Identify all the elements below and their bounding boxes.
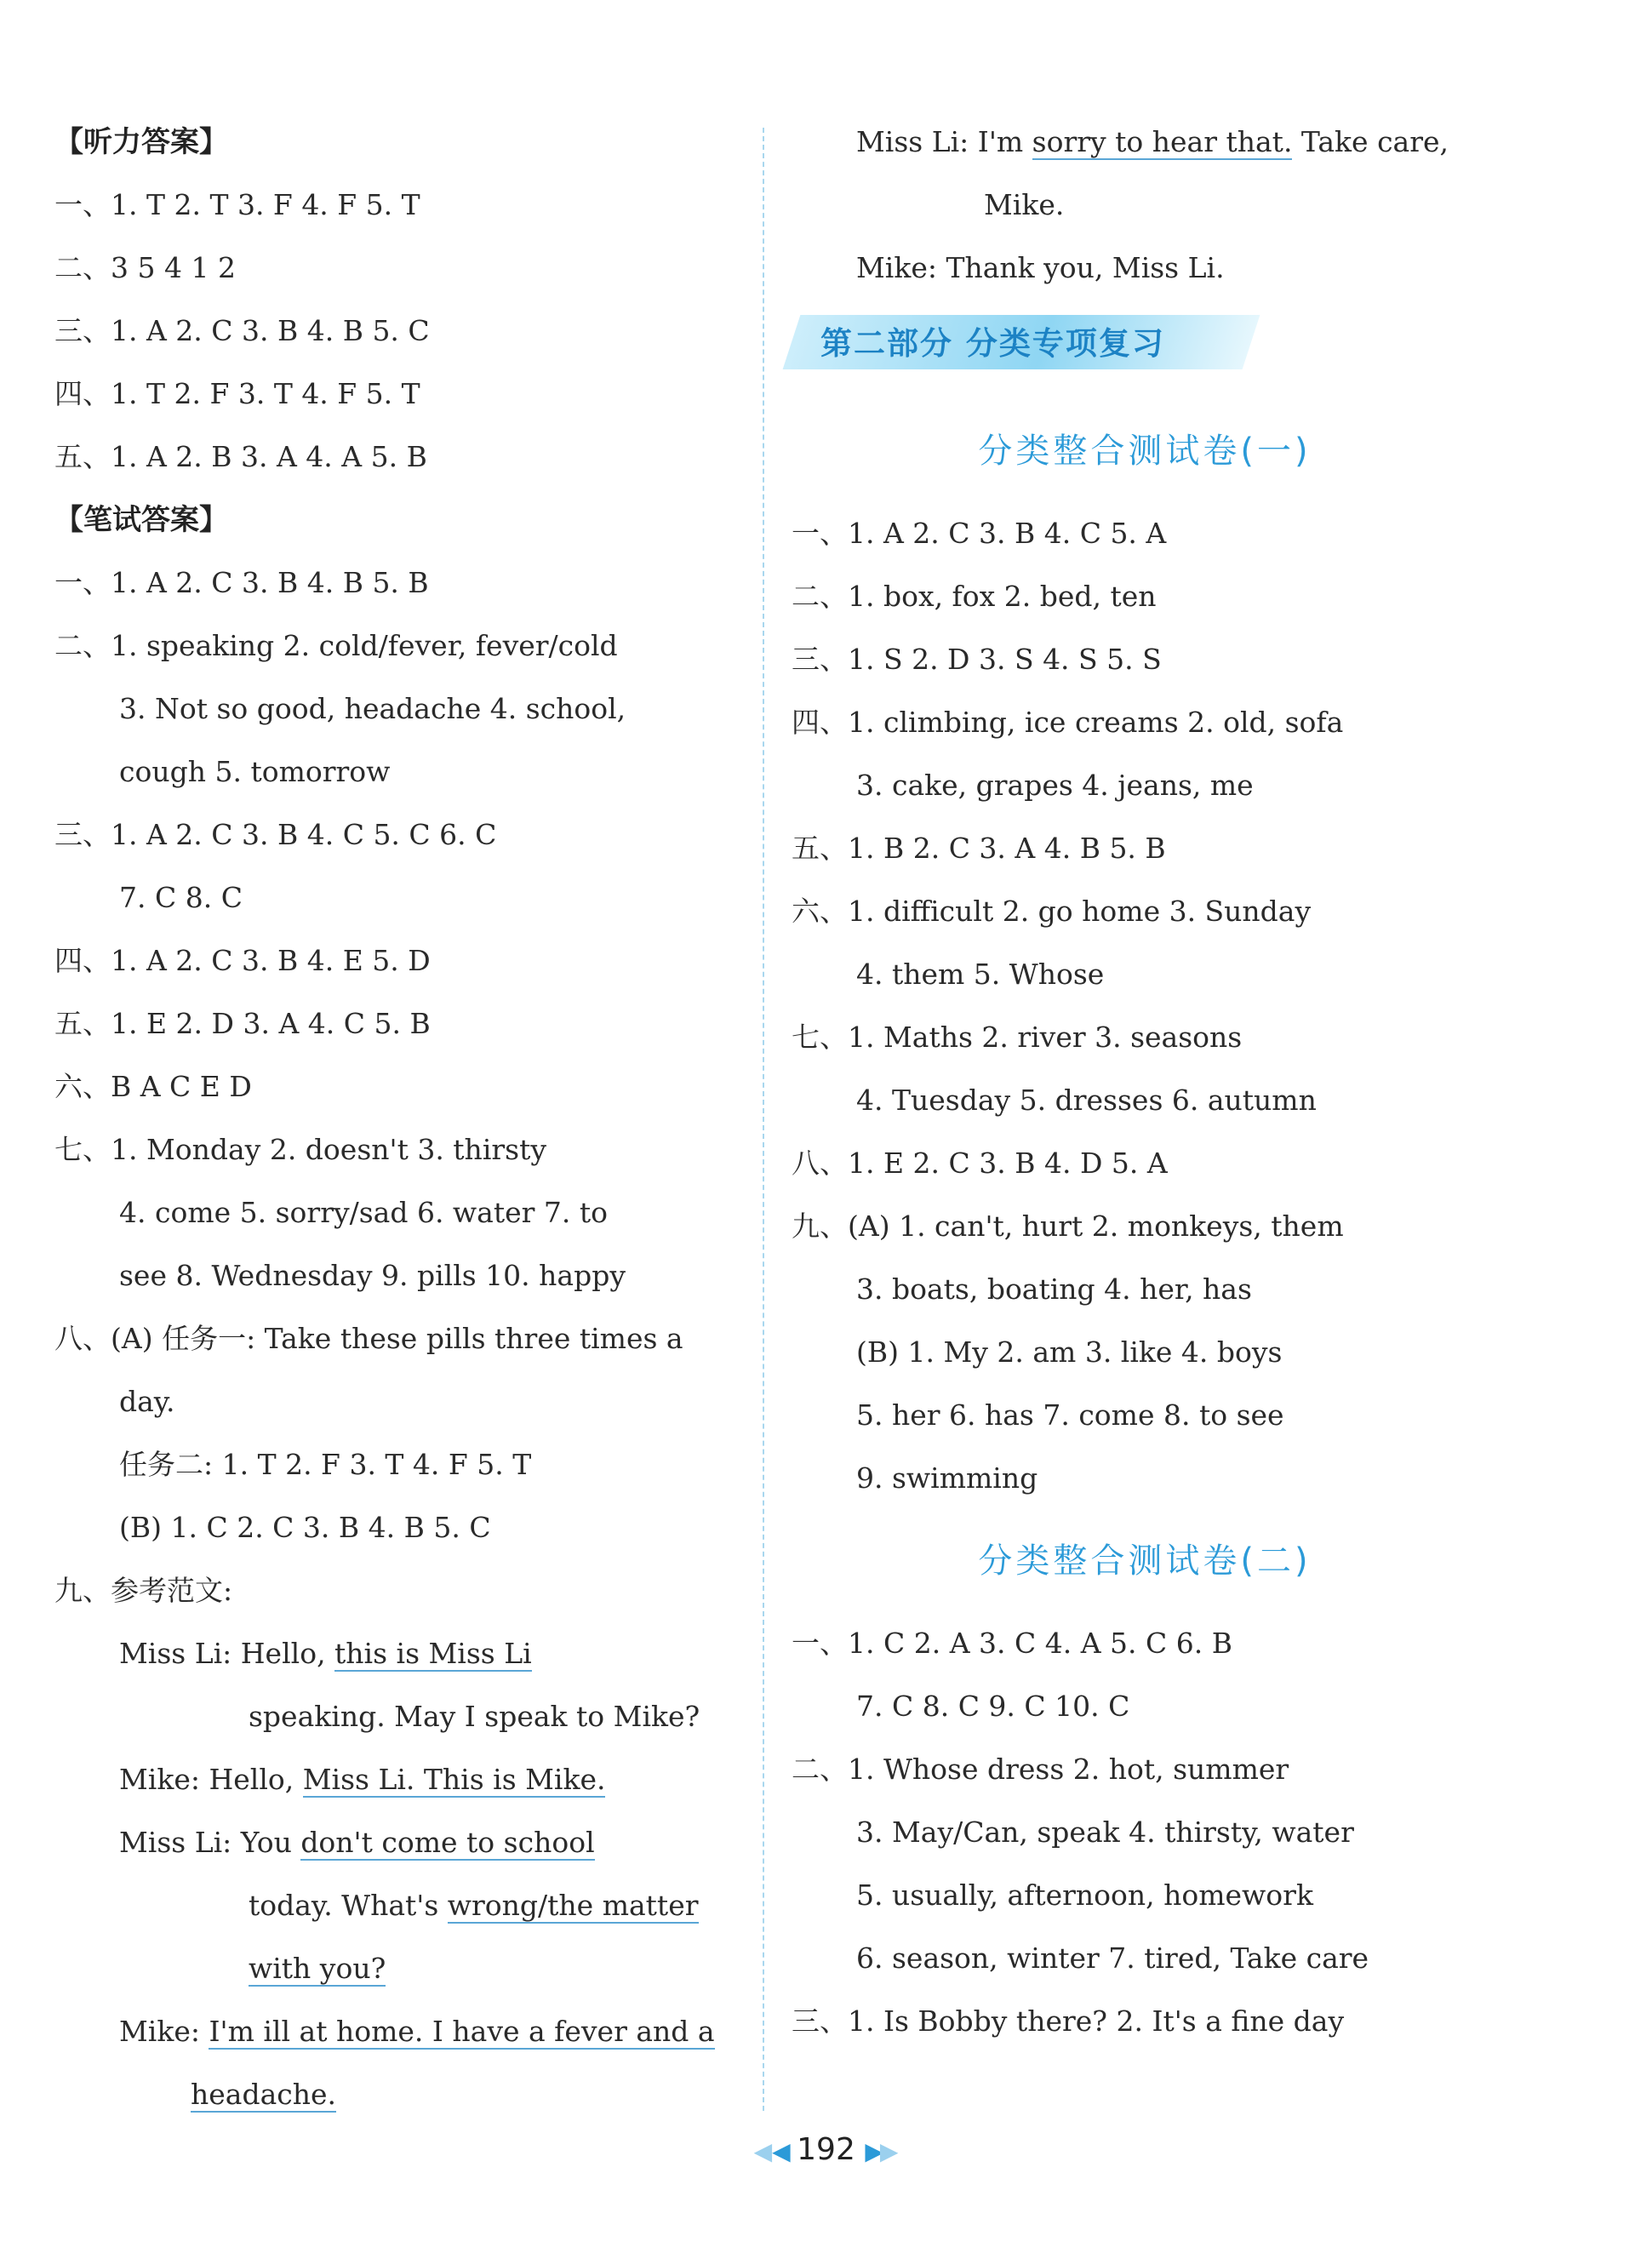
answer-line: 3. cake, grapes 4. jeans, me <box>856 769 1254 802</box>
answer-line: 三、1. Is Bobby there? 2. It's a fine day <box>792 2004 1345 2038</box>
answer-line: 七、1. Maths 2. river 3. seasons <box>792 1021 1243 1054</box>
answer-line: (B) 1. C 2. C 3. B 4. B 5. C <box>119 1511 491 1544</box>
page-number: 192 <box>797 2132 855 2167</box>
underlined-answer: wrong/the matter <box>447 1889 699 1922</box>
dialogue-line <box>54 2000 744 2063</box>
answer-line: 5. usually, afternoon, homework <box>856 1878 1313 1912</box>
answer-line: see 8. Wednesday 9. pills 10. happy <box>119 1259 626 1292</box>
next-arrow-icon: ▶ <box>879 2137 899 2165</box>
answer-line: 六、B A C E D <box>54 1070 252 1103</box>
dialogue-line <box>54 1937 744 2000</box>
dialogue-text: Take care, <box>1292 125 1449 158</box>
answer-line: 二、1. box, fox 2. bed, ten <box>792 580 1157 613</box>
answer-line: 3. boats, boating 4. her, has <box>856 1272 1252 1306</box>
dialogue-text: Hello, <box>209 1763 303 1796</box>
test-title: 分类整合测试卷(一) <box>978 432 1312 471</box>
prev-arrow-icon: ◀ <box>753 2137 773 2165</box>
answer-line: cough 5. tomorrow <box>119 755 391 788</box>
right-column <box>792 111 1498 2053</box>
underlined-answer: this is Miss Li <box>334 1637 532 1670</box>
answer-line: (B) 1. My 2. am 3. like 4. boys <box>856 1335 1283 1369</box>
underlined-answer: Miss Li. This is Mike. <box>302 1763 606 1796</box>
answer-line: 六、1. difficult 2. go home 3. Sunday <box>792 895 1312 928</box>
section-title: 第二部分 分类专项复习 <box>820 325 1165 362</box>
dialogue-line <box>54 1874 744 1937</box>
answer-line: 4. Tuesday 5. dresses 6. autumn <box>856 1084 1317 1117</box>
answer-line: 4. come 5. sorry/sad 6. water 7. to <box>119 1196 609 1229</box>
dialogue-line: Mike. <box>984 188 1065 221</box>
speaker-label: Miss Li: <box>119 1826 241 1859</box>
underlined-answer: sorry to hear that. <box>1032 125 1293 158</box>
answer-line: 五、1. A 2. B 3. A 4. A 5. B <box>54 440 427 473</box>
answer-line: 二、1. Whose dress 2. hot, summer <box>792 1753 1289 1786</box>
answer-line: 4. them 5. Whose <box>856 958 1105 991</box>
dialogue-text: You <box>240 1826 301 1859</box>
dialogue-text: today. What's <box>249 1889 448 1922</box>
test-title: 分类整合测试卷(二) <box>978 1541 1312 1581</box>
answer-line: 3. Not so good, headache 4. school, <box>119 692 626 725</box>
answer-line: 一、1. A 2. C 3. B 4. C 5. A <box>792 517 1167 550</box>
answer-line: 七、1. Monday 2. doesn't 3. thirsty <box>54 1133 546 1166</box>
prev-arrow-icon: ◀ <box>772 2137 787 2165</box>
answer-line: 一、1. T 2. T 3. F 4. F 5. T <box>54 188 420 221</box>
page-footer <box>0 2132 1652 2167</box>
answer-line: 5. her 6. has 7. come 8. to see <box>856 1398 1284 1432</box>
answer-line: 五、1. B 2. C 3. A 4. B 5. B <box>792 832 1166 865</box>
left-column <box>54 111 744 2126</box>
underlined-answer: I'm ill at home. I have a fever and a <box>209 2015 715 2048</box>
dialogue-line <box>54 2063 744 2126</box>
speaker-label: Mike: <box>119 1763 209 1796</box>
answer-line: 7. C 8. C 9. C 10. C <box>856 1690 1130 1723</box>
dialogue-text: Hello, <box>240 1637 335 1670</box>
dialogue-line <box>54 1622 744 1685</box>
underlined-answer: don't come to school <box>300 1826 595 1859</box>
underlined-answer: headache. <box>191 2078 337 2111</box>
answer-line: 7. C 8. C <box>119 881 243 914</box>
answer-line: 三、1. S 2. D 3. S 4. S 5. S <box>792 643 1162 676</box>
listening-answers-heading: 【听力答案】 <box>54 125 228 159</box>
written-answers-heading: 【笔试答案】 <box>54 503 228 537</box>
answer-line: 9. swimming <box>856 1461 1038 1495</box>
answer-line: 一、1. C 2. A 3. C 4. A 5. C 6. B <box>792 1627 1232 1660</box>
answer-line: 四、1. climbing, ice creams 2. old, sofa <box>792 706 1344 739</box>
dialogue-line <box>54 1748 744 1811</box>
answer-line: 任务二: 1. T 2. F 3. T 4. F 5. T <box>119 1448 532 1481</box>
answer-line: 八、1. E 2. C 3. B 4. D 5. A <box>792 1147 1168 1180</box>
dialogue-text: Miss Li: I'm <box>856 125 1032 158</box>
column-divider <box>763 128 764 2111</box>
answer-line: day. <box>119 1385 175 1418</box>
answer-line: 四、1. T 2. F 3. T 4. F 5. T <box>54 377 420 410</box>
answer-line: 二、3 5 4 1 2 <box>54 251 236 284</box>
answer-line: 八、(A) 任务一: Take these pills three times a <box>54 1322 683 1355</box>
speaker-label: Miss Li: <box>119 1637 241 1670</box>
dialogue-line: speaking. May I speak to Mike? <box>249 1700 700 1733</box>
answer-line: 五、1. E 2. D 3. A 4. C 5. B <box>54 1007 431 1040</box>
answer-line: 三、1. A 2. C 3. B 4. B 5. C <box>54 314 430 347</box>
answer-line: 三、1. A 2. C 3. B 4. C 5. C 6. C <box>54 818 497 851</box>
dialogue-line <box>54 1811 744 1874</box>
answer-line: 九、参考范文: <box>54 1574 233 1607</box>
answer-line: 一、1. A 2. C 3. B 4. B 5. B <box>54 566 429 599</box>
section-banner <box>792 306 1498 385</box>
dialogue-line <box>792 111 1498 174</box>
dialogue-line: Mike: Thank you, Miss Li. <box>856 251 1225 284</box>
underlined-answer: with you? <box>249 1952 386 1985</box>
answer-line: 6. season, winter 7. tired, Take care <box>856 1941 1369 1975</box>
answer-line: 四、1. A 2. C 3. B 4. E 5. D <box>54 944 431 977</box>
answer-line: 二、1. speaking 2. cold/fever, fever/cold <box>54 629 618 662</box>
next-arrow-icon: ▶ <box>865 2137 880 2165</box>
answer-line: 九、(A) 1. can't, hurt 2. monkeys, them <box>792 1209 1344 1243</box>
speaker-label: Mike: <box>119 2015 209 2048</box>
answer-line: 3. May/Can, speak 4. thirsty, water <box>856 1816 1354 1849</box>
